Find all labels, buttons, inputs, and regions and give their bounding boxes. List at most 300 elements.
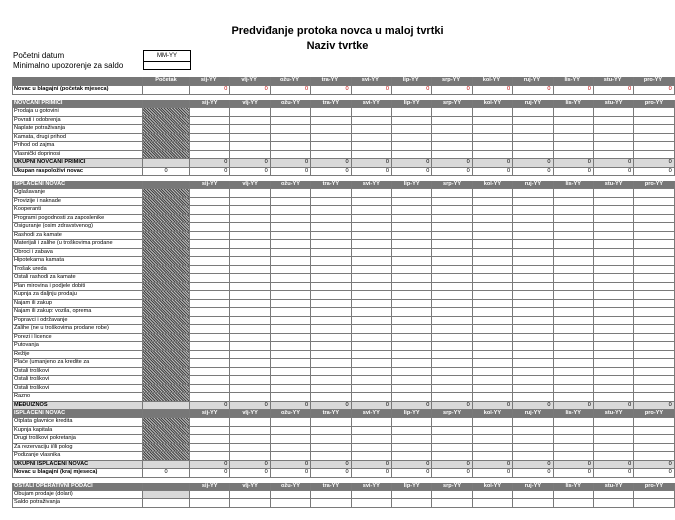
month-value[interactable] [634, 351, 674, 360]
month-value[interactable] [230, 283, 270, 292]
month-value[interactable] [392, 444, 432, 453]
month-value[interactable]: 0 [554, 168, 594, 177]
month-value[interactable] [432, 308, 472, 317]
month-value[interactable] [392, 376, 432, 385]
month-value[interactable] [554, 317, 594, 326]
month-value[interactable] [513, 376, 553, 385]
month-value[interactable] [230, 266, 270, 275]
month-value[interactable] [432, 232, 472, 241]
month-value[interactable] [554, 257, 594, 266]
month-value[interactable] [513, 325, 553, 334]
month-value[interactable] [311, 376, 351, 385]
month-value[interactable] [230, 435, 270, 444]
month-value[interactable] [392, 368, 432, 377]
month-value[interactable] [513, 385, 553, 394]
month-value[interactable] [634, 198, 674, 207]
month-value[interactable] [594, 198, 634, 207]
month-value[interactable]: 0 [432, 168, 472, 177]
month-value[interactable] [311, 125, 351, 134]
month-value[interactable]: 0 [230, 469, 270, 478]
month-value[interactable] [473, 215, 513, 224]
month-value[interactable] [432, 427, 472, 436]
month-value[interactable] [432, 444, 472, 453]
month-value[interactable] [190, 359, 230, 368]
month-value[interactable] [473, 274, 513, 283]
month-value[interactable] [513, 134, 553, 143]
month-value[interactable] [554, 189, 594, 198]
month-value[interactable]: 0 [554, 159, 594, 168]
month-value[interactable] [230, 317, 270, 326]
month-value[interactable] [230, 206, 270, 215]
month-value[interactable] [190, 418, 230, 427]
month-value[interactable] [352, 108, 392, 117]
month-value[interactable] [230, 452, 270, 461]
month-value[interactable] [311, 257, 351, 266]
month-value[interactable] [311, 393, 351, 402]
month-value[interactable] [473, 499, 513, 508]
start-cell[interactable] [143, 491, 190, 500]
month-value[interactable]: 0 [271, 469, 311, 478]
month-value[interactable] [392, 134, 432, 143]
month-value[interactable] [311, 151, 351, 160]
month-value[interactable] [311, 223, 351, 232]
month-value[interactable] [311, 444, 351, 453]
month-value[interactable]: 0 [513, 461, 553, 470]
month-value[interactable] [594, 444, 634, 453]
month-value[interactable] [352, 117, 392, 126]
month-value[interactable] [230, 232, 270, 241]
month-value[interactable] [634, 342, 674, 351]
month-value[interactable]: 0 [473, 402, 513, 411]
month-value[interactable] [513, 223, 553, 232]
month-value[interactable] [473, 108, 513, 117]
month-value[interactable] [554, 308, 594, 317]
month-value[interactable] [634, 435, 674, 444]
month-value[interactable] [473, 257, 513, 266]
month-value[interactable] [271, 266, 311, 275]
month-value[interactable] [271, 452, 311, 461]
month-value[interactable] [392, 491, 432, 500]
month-value[interactable] [513, 351, 553, 360]
month-value[interactable] [271, 499, 311, 508]
month-value[interactable] [230, 334, 270, 343]
month-value[interactable] [190, 206, 230, 215]
month-value[interactable] [432, 351, 472, 360]
month-value[interactable] [271, 223, 311, 232]
month-value[interactable] [594, 376, 634, 385]
month-value[interactable] [352, 198, 392, 207]
month-value[interactable] [432, 125, 472, 134]
month-value[interactable] [311, 189, 351, 198]
month-value[interactable]: 0 [230, 86, 270, 95]
month-value[interactable] [271, 240, 311, 249]
month-value[interactable] [473, 266, 513, 275]
month-value[interactable] [634, 499, 674, 508]
month-value[interactable] [513, 491, 553, 500]
month-value[interactable] [554, 368, 594, 377]
month-value[interactable] [473, 418, 513, 427]
month-value[interactable] [432, 359, 472, 368]
month-value[interactable] [554, 266, 594, 275]
month-value[interactable]: 0 [594, 159, 634, 168]
month-value[interactable] [432, 452, 472, 461]
month-value[interactable]: 0 [432, 402, 472, 411]
month-value[interactable] [230, 142, 270, 151]
month-value[interactable] [513, 444, 553, 453]
month-value[interactable] [554, 291, 594, 300]
month-value[interactable] [271, 142, 311, 151]
month-value[interactable] [392, 206, 432, 215]
month-value[interactable] [432, 418, 472, 427]
month-value[interactable] [392, 249, 432, 258]
month-value[interactable] [190, 232, 230, 241]
month-value[interactable]: 0 [271, 159, 311, 168]
month-value[interactable] [190, 274, 230, 283]
month-value[interactable] [230, 240, 270, 249]
month-value[interactable] [554, 334, 594, 343]
month-value[interactable] [230, 368, 270, 377]
month-value[interactable]: 0 [352, 86, 392, 95]
month-value[interactable] [473, 283, 513, 292]
month-value[interactable] [311, 368, 351, 377]
month-value[interactable] [311, 491, 351, 500]
month-value[interactable]: 0 [473, 168, 513, 177]
month-value[interactable] [554, 359, 594, 368]
month-value[interactable] [190, 240, 230, 249]
month-value[interactable] [392, 223, 432, 232]
month-value[interactable] [513, 215, 553, 224]
month-value[interactable] [634, 232, 674, 241]
month-value[interactable] [432, 300, 472, 309]
month-value[interactable] [392, 342, 432, 351]
month-value[interactable] [271, 427, 311, 436]
start-cell[interactable] [143, 86, 190, 95]
month-value[interactable]: 0 [634, 168, 674, 177]
month-value[interactable] [432, 198, 472, 207]
month-value[interactable] [352, 351, 392, 360]
month-value[interactable] [392, 334, 432, 343]
month-value[interactable] [271, 189, 311, 198]
month-value[interactable] [352, 435, 392, 444]
month-value[interactable] [230, 491, 270, 500]
month-value[interactable] [230, 499, 270, 508]
month-value[interactable] [594, 300, 634, 309]
month-value[interactable] [513, 452, 553, 461]
month-value[interactable]: 0 [554, 402, 594, 411]
month-value[interactable] [634, 249, 674, 258]
month-value[interactable] [392, 117, 432, 126]
month-value[interactable] [271, 385, 311, 394]
month-value[interactable] [190, 376, 230, 385]
month-value[interactable] [594, 452, 634, 461]
month-value[interactable] [392, 215, 432, 224]
month-value[interactable]: 0 [432, 159, 472, 168]
month-value[interactable]: 0 [634, 461, 674, 470]
month-value[interactable] [190, 444, 230, 453]
month-value[interactable] [513, 427, 553, 436]
month-value[interactable] [190, 142, 230, 151]
month-value[interactable] [311, 291, 351, 300]
month-value[interactable] [190, 385, 230, 394]
month-value[interactable] [554, 223, 594, 232]
month-value[interactable]: 0 [271, 168, 311, 177]
month-value[interactable] [392, 189, 432, 198]
month-value[interactable] [473, 240, 513, 249]
month-value[interactable] [634, 266, 674, 275]
month-value[interactable] [554, 393, 594, 402]
month-value[interactable] [513, 151, 553, 160]
month-value[interactable] [230, 351, 270, 360]
month-value[interactable] [190, 452, 230, 461]
month-value[interactable] [190, 491, 230, 500]
month-value[interactable] [513, 283, 553, 292]
month-value[interactable] [634, 142, 674, 151]
month-value[interactable] [634, 393, 674, 402]
month-value[interactable] [634, 444, 674, 453]
month-value[interactable] [473, 232, 513, 241]
month-value[interactable] [311, 317, 351, 326]
month-value[interactable]: 0 [392, 159, 432, 168]
month-value[interactable] [311, 198, 351, 207]
month-value[interactable] [634, 206, 674, 215]
month-value[interactable] [432, 274, 472, 283]
month-value[interactable] [513, 359, 553, 368]
month-value[interactable] [190, 291, 230, 300]
month-value[interactable]: 0 [594, 461, 634, 470]
month-value[interactable] [392, 393, 432, 402]
month-value[interactable] [473, 249, 513, 258]
month-value[interactable] [230, 274, 270, 283]
month-value[interactable] [230, 189, 270, 198]
month-value[interactable] [473, 300, 513, 309]
start-value[interactable]: 0 [143, 168, 190, 177]
month-value[interactable] [352, 300, 392, 309]
month-value[interactable] [432, 249, 472, 258]
month-value[interactable] [190, 427, 230, 436]
month-value[interactable] [554, 274, 594, 283]
month-value[interactable] [594, 393, 634, 402]
month-value[interactable] [190, 435, 230, 444]
month-value[interactable] [311, 351, 351, 360]
month-value[interactable] [634, 359, 674, 368]
month-value[interactable] [554, 142, 594, 151]
month-value[interactable] [554, 385, 594, 394]
month-value[interactable] [352, 274, 392, 283]
month-value[interactable] [271, 274, 311, 283]
month-value[interactable] [554, 108, 594, 117]
month-value[interactable] [392, 198, 432, 207]
month-value[interactable] [554, 491, 594, 500]
month-value[interactable] [634, 125, 674, 134]
month-value[interactable] [271, 308, 311, 317]
month-value[interactable] [311, 108, 351, 117]
month-value[interactable] [352, 125, 392, 134]
month-value[interactable] [634, 274, 674, 283]
month-value[interactable] [594, 108, 634, 117]
month-value[interactable] [432, 189, 472, 198]
month-value[interactable] [352, 342, 392, 351]
month-value[interactable] [513, 317, 553, 326]
month-value[interactable] [513, 393, 553, 402]
month-value[interactable] [190, 117, 230, 126]
month-value[interactable] [352, 334, 392, 343]
month-value[interactable] [190, 215, 230, 224]
month-value[interactable] [513, 274, 553, 283]
month-value[interactable] [432, 283, 472, 292]
month-value[interactable] [271, 393, 311, 402]
month-value[interactable] [554, 198, 594, 207]
month-value[interactable] [230, 300, 270, 309]
month-value[interactable] [432, 368, 472, 377]
month-value[interactable] [594, 151, 634, 160]
month-value[interactable] [271, 368, 311, 377]
month-value[interactable] [432, 215, 472, 224]
month-value[interactable] [594, 342, 634, 351]
month-value[interactable]: 0 [594, 469, 634, 478]
month-value[interactable] [594, 257, 634, 266]
month-value[interactable] [473, 342, 513, 351]
month-value[interactable]: 0 [190, 469, 230, 478]
month-value[interactable]: 0 [392, 86, 432, 95]
month-value[interactable] [311, 334, 351, 343]
month-value[interactable] [392, 257, 432, 266]
month-value[interactable] [190, 108, 230, 117]
month-value[interactable]: 0 [271, 461, 311, 470]
month-value[interactable] [190, 249, 230, 258]
month-value[interactable] [473, 376, 513, 385]
month-value[interactable] [352, 151, 392, 160]
month-value[interactable] [352, 444, 392, 453]
month-value[interactable] [513, 125, 553, 134]
month-value[interactable] [513, 108, 553, 117]
month-value[interactable] [311, 452, 351, 461]
month-value[interactable]: 0 [594, 402, 634, 411]
month-value[interactable]: 0 [271, 86, 311, 95]
month-value[interactable]: 0 [513, 402, 553, 411]
month-value[interactable] [311, 499, 351, 508]
month-value[interactable] [432, 317, 472, 326]
month-value[interactable] [432, 499, 472, 508]
start-value[interactable]: 0 [143, 469, 190, 478]
month-value[interactable] [634, 452, 674, 461]
month-value[interactable] [634, 376, 674, 385]
month-value[interactable] [271, 334, 311, 343]
month-value[interactable] [473, 491, 513, 500]
month-value[interactable] [311, 274, 351, 283]
month-value[interactable] [513, 240, 553, 249]
month-value[interactable] [352, 368, 392, 377]
month-value[interactable] [473, 223, 513, 232]
month-value[interactable] [634, 223, 674, 232]
month-value[interactable] [513, 368, 553, 377]
month-value[interactable]: 0 [473, 461, 513, 470]
month-value[interactable] [271, 491, 311, 500]
month-value[interactable] [554, 351, 594, 360]
month-value[interactable] [513, 117, 553, 126]
month-value[interactable]: 0 [352, 402, 392, 411]
month-value[interactable] [392, 291, 432, 300]
month-value[interactable] [634, 418, 674, 427]
month-value[interactable] [190, 125, 230, 134]
month-value[interactable] [473, 189, 513, 198]
month-value[interactable] [230, 325, 270, 334]
month-value[interactable] [352, 223, 392, 232]
month-value[interactable] [554, 283, 594, 292]
month-value[interactable]: 0 [392, 461, 432, 470]
month-value[interactable] [634, 427, 674, 436]
month-value[interactable] [594, 206, 634, 215]
month-value[interactable] [311, 359, 351, 368]
month-value[interactable] [594, 283, 634, 292]
month-value[interactable] [230, 223, 270, 232]
month-value[interactable] [230, 151, 270, 160]
month-value[interactable]: 0 [634, 159, 674, 168]
month-value[interactable] [230, 427, 270, 436]
month-value[interactable] [473, 444, 513, 453]
month-value[interactable] [554, 240, 594, 249]
month-value[interactable]: 0 [473, 469, 513, 478]
month-value[interactable] [634, 385, 674, 394]
month-value[interactable] [513, 435, 553, 444]
month-value[interactable] [554, 232, 594, 241]
month-value[interactable] [392, 283, 432, 292]
month-value[interactable] [594, 117, 634, 126]
month-value[interactable] [352, 232, 392, 241]
month-value[interactable] [554, 427, 594, 436]
month-value[interactable] [271, 117, 311, 126]
month-value[interactable] [392, 359, 432, 368]
month-value[interactable]: 0 [311, 168, 351, 177]
month-value[interactable] [594, 499, 634, 508]
month-value[interactable] [554, 325, 594, 334]
month-value[interactable] [432, 266, 472, 275]
month-value[interactable] [473, 385, 513, 394]
month-value[interactable] [190, 325, 230, 334]
month-value[interactable] [230, 249, 270, 258]
month-value[interactable] [594, 240, 634, 249]
start-cell[interactable] [143, 499, 190, 508]
month-value[interactable] [271, 325, 311, 334]
month-value[interactable] [634, 325, 674, 334]
month-value[interactable] [311, 134, 351, 143]
month-value[interactable]: 0 [473, 86, 513, 95]
month-value[interactable]: 0 [190, 86, 230, 95]
month-value[interactable] [432, 291, 472, 300]
month-value[interactable] [352, 385, 392, 394]
month-value[interactable] [311, 283, 351, 292]
month-value[interactable] [271, 206, 311, 215]
month-value[interactable] [554, 444, 594, 453]
month-value[interactable] [311, 300, 351, 309]
month-value[interactable] [271, 215, 311, 224]
month-value[interactable] [634, 368, 674, 377]
month-value[interactable]: 0 [230, 159, 270, 168]
month-value[interactable] [473, 393, 513, 402]
month-value[interactable] [392, 435, 432, 444]
month-value[interactable] [190, 283, 230, 292]
month-value[interactable] [432, 435, 472, 444]
month-value[interactable] [190, 393, 230, 402]
month-value[interactable] [594, 491, 634, 500]
month-value[interactable] [594, 266, 634, 275]
month-value[interactable] [594, 385, 634, 394]
month-value[interactable] [230, 215, 270, 224]
month-value[interactable] [634, 291, 674, 300]
month-value[interactable] [271, 351, 311, 360]
month-value[interactable] [271, 300, 311, 309]
month-value[interactable] [432, 134, 472, 143]
month-value[interactable] [392, 274, 432, 283]
